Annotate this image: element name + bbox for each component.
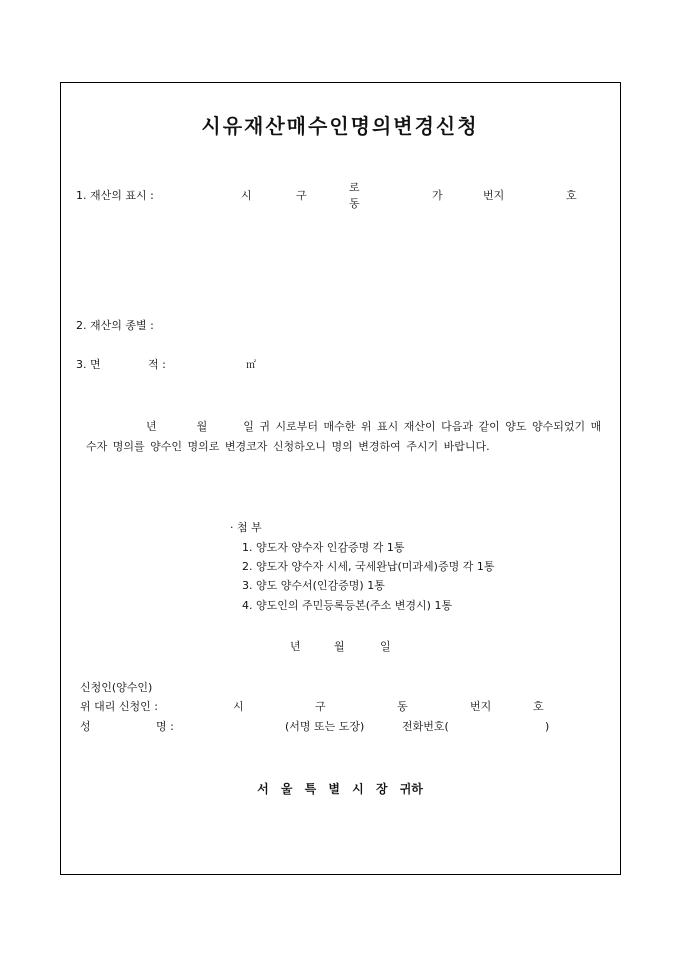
signature-note: (서명 또는 도장): [285, 720, 365, 733]
property-ro: 로: [349, 181, 360, 194]
type-label: 2. 재산의 종별 :: [76, 319, 154, 332]
statement-text: 일 귀 시로부터 매수한 위 표시 재산이 다음과 같이 양도 양수되었기 매수자 명의를 양수인 명의로 변경코자 신청하오니 명의 변경하여 주시기 바랍니다.: [86, 420, 602, 453]
attachments-heading: · 첨 부: [230, 521, 262, 534]
statement-paragraph: [86, 417, 602, 457]
property-label: 1. 재산의 표시 :: [76, 189, 154, 202]
property-dong: 동: [349, 197, 360, 210]
applicant-dong: 동: [397, 700, 408, 713]
proxy-applicant-label: 위 대리 신청인 :: [80, 700, 158, 713]
name-label-prefix: 성: [80, 720, 91, 733]
statement-wol: 월: [196, 420, 208, 433]
date-nyeon: 년: [290, 640, 301, 653]
property-ga: 가: [432, 189, 443, 202]
applicant-ho: 호: [533, 700, 544, 713]
applicant-label: 신청인(양수인): [80, 681, 153, 694]
attachment-item-4: 4. 양도인의 주민등록등본(주소 변경시) 1통: [242, 599, 453, 612]
phone-close: ): [545, 720, 550, 733]
attachment-item-3: 3. 양도 양수서(인감증명) 1통: [242, 579, 385, 592]
date-wol: 월: [334, 640, 345, 653]
area-label-prefix: 3. 면: [76, 358, 101, 371]
applicant-si: 시: [233, 700, 244, 713]
property-gu: 구: [296, 189, 307, 202]
date-il: 일: [380, 640, 391, 653]
name-label-suffix: 명 :: [156, 720, 174, 733]
attachment-item-2: 2. 양도자 양수자 시세, 국세완납(미과세)증명 각 1통: [242, 560, 495, 573]
area-label-suffix: 적 :: [148, 358, 166, 371]
property-si: 시: [241, 189, 252, 202]
attachment-item-1: 1. 양도자 양수자 인감증명 각 1통: [242, 541, 405, 554]
applicant-beonji: 번지: [470, 700, 492, 713]
applicant-gu: 구: [315, 700, 326, 713]
property-ho: 호: [566, 189, 577, 202]
statement-nyeon: 년: [146, 420, 157, 433]
property-beonji: 번지: [483, 189, 505, 202]
phone-label: 전화번호(: [402, 720, 449, 733]
area-unit: ㎡: [246, 360, 256, 371]
addressee: 서 울 특 별 시 장 귀하: [257, 782, 423, 796]
document-title: 시유재산매수인명의변경신청: [201, 114, 479, 138]
